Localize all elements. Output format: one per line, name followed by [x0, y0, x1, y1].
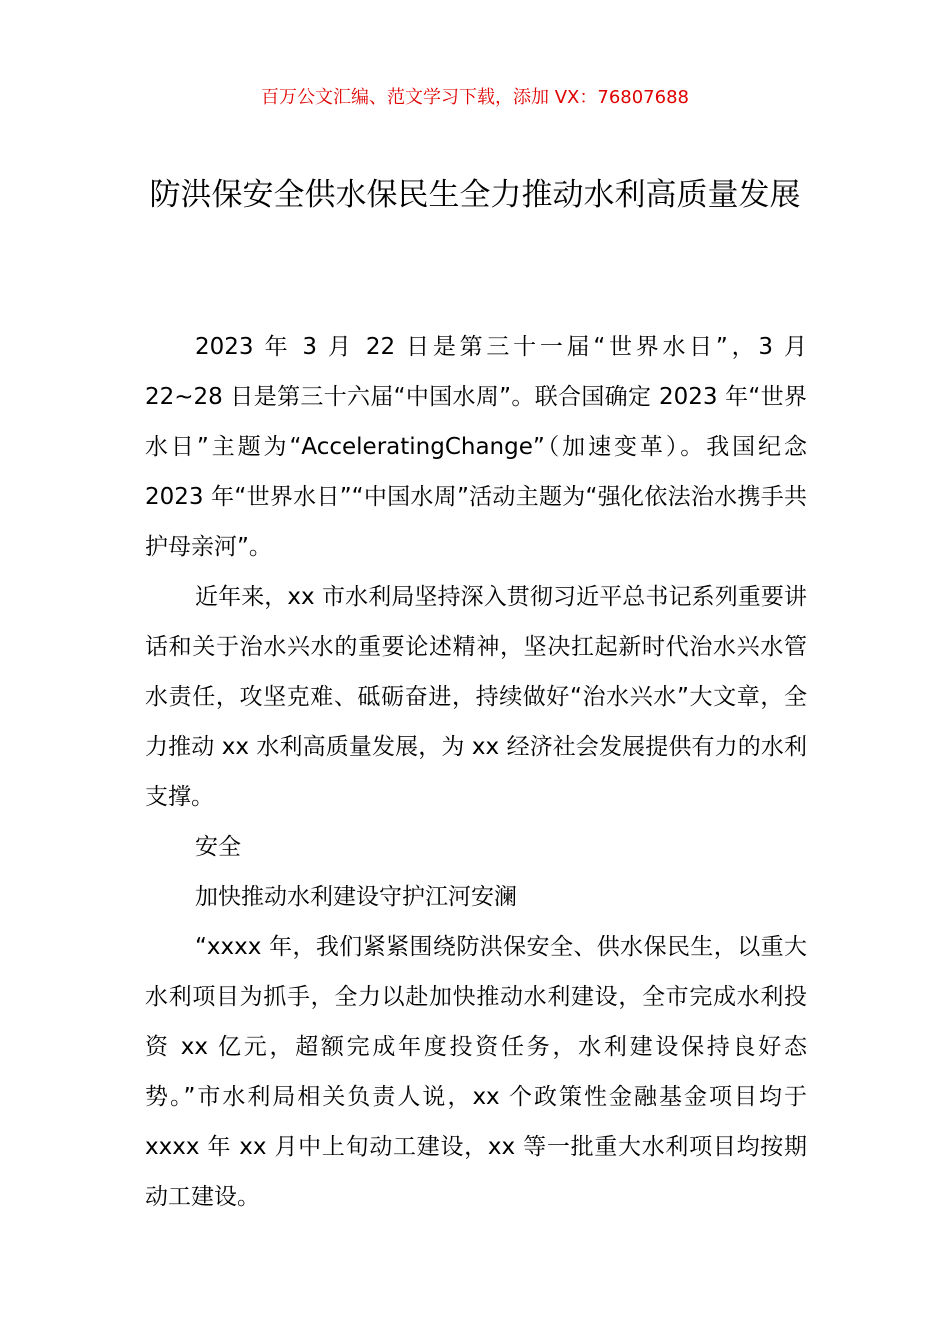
paragraph-world-water-day: 2023 年 3 月 22 日是第三十一届“世界水日”，3 月 22~28 日是第三十六届“中国水周”。联合国确定 2023 年“世界水日”主题为“AcceleratingChange”（加速变革）。我国纪念 2023 年“世界水日”“中国水周”活动主题为“强化依法治水携手共护母亲河”。 — [145, 334, 807, 560]
document-body — [145, 322, 807, 1222]
paragraph-recent-years: 近年来，xx 市水利局坚持深入贯彻习近平总书记系列重要讲话和关于治水兴水的重要论述精神，坚决扛起新时代治水兴水管水责任，攻坚克难、砥砺奋进，持续做好“治水兴水”大文章，全力推动 xx 水利高质量发展，为 xx 经济社会发展提供有力的水利支撑。 — [145, 584, 807, 810]
paragraph-investment: “xxxx 年，我们紧紧围绕防洪保安全、供水保民生，以重大水利项目为抓手，全力以赴加快推动水利建设，全市完成水利投资 xx 亿元，超额完成年度投资任务，水利建设保持良好态势。”市水利局相关负责人说，xx 个政策性金融基金项目均于 xxxx 年 xx 月中上旬动工建设，xx 等一批重大水利项目均按期动工建设。 — [145, 934, 807, 1210]
section-heading-safety: 安全 — [195, 834, 241, 860]
section-subheading: 加快推动水利建设守护江河安澜 — [195, 884, 517, 910]
header-note: 百万公文汇编、范文学习下载，添加 VX：76807688 — [261, 87, 689, 108]
document-title: 防洪保安全供水保民生全力推动水利高质量发展 — [149, 177, 801, 213]
